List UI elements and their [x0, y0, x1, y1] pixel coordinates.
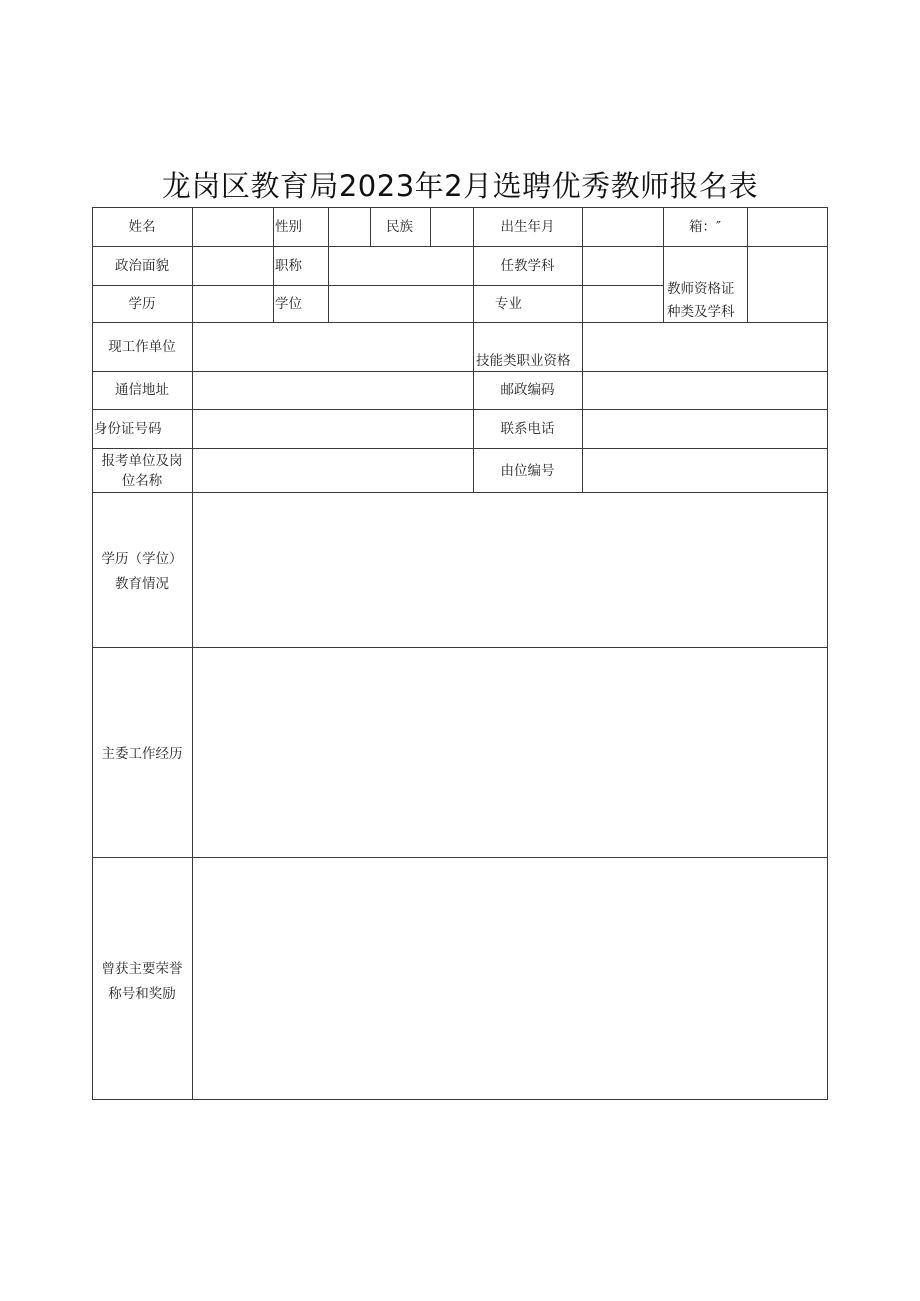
birth-label: 出生年月 [500, 219, 555, 235]
apply-position-label-line2: 位名称 [121, 473, 163, 489]
row-line [92, 1099, 828, 1100]
teacher-cert-label-line2: 种类及学科 [667, 304, 735, 320]
teacher-cert-label-line1: 教师资格证 [667, 281, 735, 297]
col-line [582, 207, 583, 492]
honors-label-line2: 称号和奖励 [108, 986, 176, 1002]
political-status-label: 政治面貌 [115, 258, 169, 274]
col-line [273, 207, 274, 322]
row-line [92, 647, 828, 648]
teaching-subject-label: 任教学科 [500, 258, 555, 274]
row-line [92, 409, 828, 410]
skill-qualification-label: 技能类职业资格 [476, 353, 571, 369]
col-line [370, 207, 371, 246]
col-line [430, 207, 431, 246]
workplace-label: 现工作单位 [108, 339, 176, 355]
col-line [328, 207, 329, 322]
col-line [473, 207, 474, 492]
degree-label: 学位 [275, 296, 302, 312]
education-history-label-line2: 教育情况 [115, 576, 169, 592]
education-label: 学历 [128, 296, 156, 312]
address-label: 通信地址 [115, 382, 169, 398]
row-line [92, 857, 828, 858]
page-title: 龙岗区教育局2023年2月选聘优秀教师报名表 [161, 169, 759, 203]
col-line [827, 207, 828, 1100]
professional-title-label: 职称 [275, 258, 302, 274]
row-line [92, 207, 828, 208]
work-history-label: 主委工作经历 [101, 746, 183, 762]
col-line [747, 207, 748, 322]
row-line [92, 448, 828, 449]
postcode-label: 邮政编码 [500, 382, 555, 398]
ethnicity-label: 民族 [386, 219, 413, 235]
row-line [92, 285, 663, 286]
major-label: 专业 [495, 296, 522, 312]
registration-form-table [92, 207, 828, 1100]
apply-position-label-line1: 报考单位及岗 [101, 453, 183, 469]
phone-label: 联系电话 [500, 421, 555, 437]
col-line [192, 207, 193, 1100]
id-number-label: 身份证号码 [94, 421, 162, 437]
education-history-label-line1: 学历（学位） [101, 551, 183, 567]
gender-label: 性别 [275, 219, 302, 235]
row-line [92, 371, 828, 372]
name-label: 姓名 [128, 219, 156, 235]
position-code-label: 由位编号 [500, 463, 555, 479]
row-line [92, 322, 828, 323]
honors-label-line1: 曾获主要荣誉 [101, 961, 183, 977]
origin-label: 箱：″ [688, 219, 722, 235]
row-line [92, 492, 828, 493]
row-line [92, 246, 828, 247]
